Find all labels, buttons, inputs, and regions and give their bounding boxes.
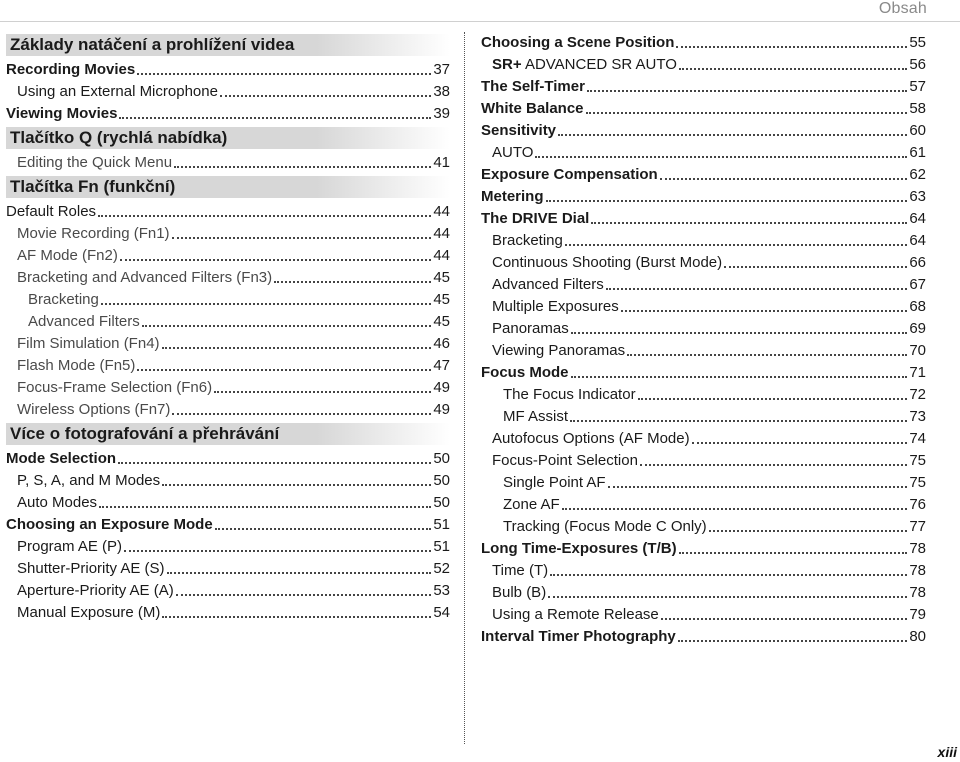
- toc-page-number: 57: [909, 78, 926, 95]
- leader-dots: [562, 508, 908, 510]
- toc-entry[interactable]: [481, 274, 926, 296]
- leader-dots: [676, 46, 907, 48]
- toc-page-number: 50: [433, 472, 450, 489]
- toc-entry-label: [492, 54, 677, 76]
- leader-dots: [660, 178, 908, 180]
- toc-entry-label: Multiple Exposures: [492, 298, 619, 315]
- toc-page-number: 79: [909, 606, 926, 623]
- toc-page-number: 45: [433, 269, 450, 286]
- toc-page-number: 56: [909, 56, 926, 73]
- toc-page-number: 80: [909, 628, 926, 645]
- leader-dots: [679, 68, 907, 70]
- toc-entry-label: Time (T): [492, 562, 549, 579]
- leader-dots: [172, 413, 431, 415]
- toc-entry-label: The Focus Indicator: [503, 386, 636, 403]
- leader-dots: [167, 572, 432, 574]
- toc-entry[interactable]: [481, 142, 926, 164]
- leader-dots: [120, 259, 431, 261]
- toc-entry[interactable]: [481, 560, 926, 582]
- toc-page-number: 51: [433, 538, 450, 555]
- toc-entry[interactable]: [6, 223, 450, 245]
- toc-entry[interactable]: [481, 208, 926, 230]
- toc-page-number: 46: [433, 335, 450, 352]
- toc-page-number: 38: [433, 83, 450, 100]
- toc-page-number: 51: [433, 516, 450, 533]
- toc-page-number: 78: [909, 562, 926, 579]
- toc-entry-label: Default Roles: [6, 203, 97, 220]
- leader-dots: [124, 550, 431, 552]
- toc-entry[interactable]: [481, 582, 926, 604]
- toc-page-number: 44: [433, 203, 450, 220]
- toc-entry[interactable]: [481, 516, 926, 538]
- toc-page-number: 70: [909, 342, 926, 359]
- toc-entry[interactable]: [6, 377, 450, 399]
- toc-entry[interactable]: [6, 81, 450, 103]
- toc-entry-label: Choosing an Exposure Mode: [6, 516, 213, 533]
- toc-page-number: 75: [909, 452, 926, 469]
- toc-page-number: 77: [909, 518, 926, 535]
- toc-entry[interactable]: [481, 164, 926, 186]
- toc-page-number: 68: [909, 298, 926, 315]
- section-heading: Tlačítko Q (rychlá nabídka): [6, 127, 450, 149]
- leader-dots: [586, 112, 908, 114]
- leader-dots: [118, 462, 431, 464]
- chapter-title: Obsah: [878, 0, 927, 17]
- toc-entry-label: Movie Recording (Fn1): [17, 225, 170, 242]
- toc-entry-label: Focus-Point Selection: [492, 452, 638, 469]
- scene-recognition-icon: SR+: [492, 56, 522, 73]
- toc-entry[interactable]: [481, 428, 926, 450]
- toc-entry-label: Shutter-Priority AE (S): [17, 560, 165, 577]
- toc-entry-label: Aperture-Priority AE (A): [17, 582, 174, 599]
- toc-page-number: 49: [433, 379, 450, 396]
- leader-dots: [220, 95, 431, 97]
- leader-dots: [176, 594, 432, 596]
- toc-entry-label: Bracketing and Advanced Filters (Fn3): [17, 269, 273, 286]
- toc-page-number: 67: [909, 276, 926, 293]
- toc-entry[interactable]: [6, 267, 450, 289]
- toc-entry-label: Long Time-Exposures (T/B): [481, 540, 677, 557]
- toc-page-number: 37: [433, 61, 450, 78]
- toc-entry-label: White Balance: [481, 100, 584, 117]
- toc-page-number: 53: [433, 582, 450, 599]
- leader-dots: [591, 222, 907, 224]
- toc-entry-label: Tracking (Focus Mode C Only): [503, 518, 707, 535]
- toc-entry-label: The Self-Timer: [481, 78, 585, 95]
- toc-entry[interactable]: [481, 318, 926, 340]
- toc-entry[interactable]: [481, 54, 926, 76]
- toc-page-number: 54: [433, 604, 450, 621]
- toc-entry-label: Single Point AF: [503, 474, 606, 491]
- toc-entry[interactable]: [481, 494, 926, 516]
- toc-entry[interactable]: [6, 103, 450, 125]
- toc-page-number: 73: [909, 408, 926, 425]
- toc-entry[interactable]: [6, 355, 450, 377]
- toc-entry-label: The DRIVE Dial: [481, 210, 590, 227]
- toc-entry[interactable]: [6, 201, 450, 223]
- leader-dots: [101, 303, 431, 305]
- leader-dots: [587, 90, 907, 92]
- toc-entry-label: Bracketing: [28, 291, 99, 308]
- toc-page-number: 69: [909, 320, 926, 337]
- toc-entry[interactable]: [481, 538, 926, 560]
- toc-page-number: 50: [433, 494, 450, 511]
- toc-page-number: 60: [909, 122, 926, 139]
- toc-entry[interactable]: [6, 333, 450, 355]
- leader-dots: [274, 281, 431, 283]
- toc-entry[interactable]: [481, 32, 926, 54]
- toc-entry[interactable]: [6, 448, 450, 470]
- leader-dots: [565, 244, 907, 246]
- toc-page-number: 74: [909, 430, 926, 447]
- toc-entry-label: Bulb (B): [492, 584, 547, 601]
- page-number: xiii: [937, 744, 957, 760]
- toc-entry[interactable]: [481, 98, 926, 120]
- toc-entry[interactable]: [6, 602, 450, 624]
- leader-dots: [709, 530, 908, 532]
- toc-page-number: 44: [433, 225, 450, 242]
- toc-entry[interactable]: [481, 406, 926, 428]
- leader-dots: [142, 325, 432, 327]
- toc-entry-label: Program AE (P): [17, 538, 123, 555]
- toc-page-number: 75: [909, 474, 926, 491]
- toc-entry[interactable]: [6, 470, 450, 492]
- leader-dots: [692, 442, 908, 444]
- leader-dots: [137, 369, 431, 371]
- toc-entry-label: Sensitivity: [481, 122, 557, 139]
- leader-dots: [621, 310, 908, 312]
- leader-dots: [137, 73, 431, 75]
- toc-entry-label: Autofocus Options (AF Mode): [492, 430, 690, 447]
- leader-dots: [162, 484, 431, 486]
- toc-entry[interactable]: [481, 450, 926, 472]
- toc-page-number: 72: [909, 386, 926, 403]
- toc-entry-label: Interval Timer Photography: [481, 628, 676, 645]
- toc-entry[interactable]: [481, 76, 926, 98]
- leader-dots: [606, 288, 908, 290]
- leader-dots: [214, 391, 431, 393]
- toc-page-number: 52: [433, 560, 450, 577]
- toc-entry-label: Recording Movies: [6, 61, 136, 78]
- toc-page-number: 45: [433, 313, 450, 330]
- toc-entry[interactable]: [481, 472, 926, 494]
- leader-dots: [550, 574, 907, 576]
- toc-entry-label: Using an External Microphone: [17, 83, 218, 100]
- toc-left-column: [6, 32, 450, 624]
- toc-entry[interactable]: [481, 626, 926, 648]
- toc-page-number: 78: [909, 584, 926, 601]
- toc-entry[interactable]: [481, 120, 926, 142]
- header-rule: [0, 21, 960, 22]
- toc-entry-label: Panoramas: [492, 320, 569, 337]
- toc-entry[interactable]: [481, 230, 926, 252]
- leader-dots: [99, 506, 431, 508]
- toc-entry[interactable]: [481, 384, 926, 406]
- toc-page-number: 61: [909, 144, 926, 161]
- leader-dots: [535, 156, 907, 158]
- toc-entry-label: Advanced Filters: [492, 276, 604, 293]
- leader-dots: [724, 266, 907, 268]
- toc-page-number: 47: [433, 357, 450, 374]
- toc-page-number: 78: [909, 540, 926, 557]
- toc-page-number: 66: [909, 254, 926, 271]
- toc-entry-label: Flash Mode (Fn5): [17, 357, 136, 374]
- toc-entry[interactable]: [6, 311, 450, 333]
- leader-dots: [661, 618, 908, 620]
- section-heading: Základy natáčení a prohlížení videa: [6, 34, 450, 56]
- toc-entry[interactable]: [6, 59, 450, 81]
- leader-dots: [678, 640, 908, 642]
- toc-entry[interactable]: [481, 252, 926, 274]
- toc-entry-label: Manual Exposure (M): [17, 604, 161, 621]
- toc-page-number: 58: [909, 100, 926, 117]
- toc-entry-label: P, S, A, and M Modes: [17, 472, 161, 489]
- leader-dots: [627, 354, 907, 356]
- leader-dots: [174, 166, 431, 168]
- toc-entry-label: Using a Remote Release: [492, 606, 659, 623]
- leader-dots: [679, 552, 908, 554]
- toc-entry-label: Metering: [481, 188, 544, 205]
- toc-page-number: 50: [433, 450, 450, 467]
- toc-entry-label: Viewing Movies: [6, 105, 118, 122]
- toc-entry[interactable]: [481, 340, 926, 362]
- toc-entry[interactable]: [6, 152, 450, 174]
- leader-dots: [215, 528, 432, 530]
- toc-entry[interactable]: [6, 245, 450, 267]
- toc-page-number: 55: [909, 34, 926, 51]
- leader-dots: [638, 398, 908, 400]
- leader-dots: [546, 200, 908, 202]
- toc-page-number: 44: [433, 247, 450, 264]
- leader-dots: [571, 332, 908, 334]
- toc-entry-label: Mode Selection: [6, 450, 117, 467]
- toc-page-number: 45: [433, 291, 450, 308]
- toc-entry-label: Exposure Compensation: [481, 166, 658, 183]
- toc-entry-label: MF Assist: [503, 408, 569, 425]
- toc-entry[interactable]: [6, 399, 450, 421]
- toc-page-number: 76: [909, 496, 926, 513]
- toc-entry[interactable]: [481, 296, 926, 318]
- toc-entry-label: Film Simulation (Fn4): [17, 335, 160, 352]
- toc-entry-label: AF Mode (Fn2): [17, 247, 118, 264]
- toc-entry-label: Bracketing: [492, 232, 563, 249]
- leader-dots: [172, 237, 432, 239]
- toc-entry[interactable]: [481, 362, 926, 384]
- toc-page-number: 64: [909, 210, 926, 227]
- leader-dots: [119, 117, 431, 119]
- leader-dots: [571, 376, 908, 378]
- leader-dots: [570, 420, 907, 422]
- toc-right-column: [481, 32, 926, 648]
- toc-page-number: 64: [909, 232, 926, 249]
- toc-entry-label: Auto Modes: [17, 494, 98, 511]
- toc-entry-label: Advanced Filters: [28, 313, 140, 330]
- toc-entry-label: Focus-Frame Selection (Fn6): [17, 379, 213, 396]
- leader-dots: [162, 347, 432, 349]
- toc-page-number: 41: [433, 154, 450, 171]
- column-divider: [464, 32, 465, 744]
- toc-entry[interactable]: [481, 186, 926, 208]
- section-heading: Více o fotografování a přehrávání: [6, 423, 450, 445]
- toc-page-number: 62: [909, 166, 926, 183]
- toc-entry[interactable]: [6, 580, 450, 602]
- leader-dots: [640, 464, 907, 466]
- toc-page-number: 39: [433, 105, 450, 122]
- toc-entry[interactable]: [6, 289, 450, 311]
- leader-dots: [162, 616, 431, 618]
- toc-entry-label: Continuous Shooting (Burst Mode): [492, 254, 723, 271]
- leader-dots: [548, 596, 907, 598]
- toc-page-number: 71: [909, 364, 926, 381]
- toc-page-number: 63: [909, 188, 926, 205]
- toc-entry-label: Editing the Quick Menu: [17, 154, 173, 171]
- toc-entry-label: Focus Mode: [481, 364, 569, 381]
- toc-entry-label: Zone AF: [503, 496, 560, 513]
- leader-dots: [98, 215, 431, 217]
- leader-dots: [558, 134, 907, 136]
- toc-entry-text: ADVANCED SR AUTO: [524, 56, 677, 73]
- toc-entry-label: Choosing a Scene Position: [481, 34, 675, 51]
- toc-entry-label: Wireless Options (Fn7): [17, 401, 171, 418]
- toc-entry[interactable]: [6, 492, 450, 514]
- leader-dots: [608, 486, 908, 488]
- toc-entry[interactable]: [6, 536, 450, 558]
- toc-entry-label: Viewing Panoramas: [492, 342, 626, 359]
- toc-page-number: 49: [433, 401, 450, 418]
- toc-entry-label: AUTO: [492, 144, 534, 161]
- toc-entry[interactable]: [481, 604, 926, 626]
- toc-entry[interactable]: [6, 558, 450, 580]
- section-heading: Tlačítka Fn (funkční): [6, 176, 450, 198]
- toc-entry[interactable]: [6, 514, 450, 536]
